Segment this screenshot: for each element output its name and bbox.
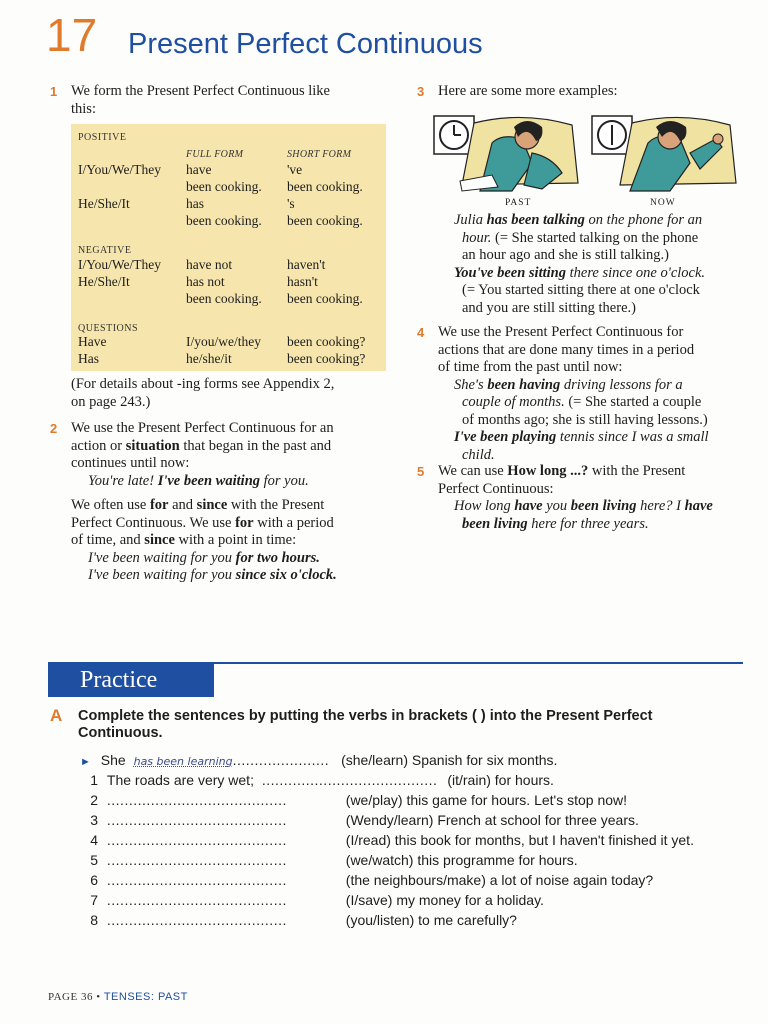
answer-blank[interactable]: .........................................	[106, 912, 287, 928]
past-label: PAST	[505, 198, 532, 208]
text-span: driving lessons for a	[560, 376, 683, 393]
text-span: you	[542, 498, 571, 514]
answer-blank[interactable]: .........................................	[106, 892, 287, 908]
text-span: for you.	[260, 472, 309, 489]
text-span: How long ...?	[507, 463, 589, 479]
text-span: (we/play) this game for hours. Let's stop now!	[345, 792, 628, 808]
question-number: 5	[90, 852, 98, 868]
section-1-intro	[71, 83, 386, 118]
text-span: I've been waiting	[157, 472, 261, 489]
example-line	[438, 265, 758, 283]
table-cell: has not	[186, 274, 225, 289]
table-cell: been cooking.	[287, 179, 363, 194]
question-number: 3	[90, 812, 98, 828]
text-span: You're late!	[88, 472, 158, 489]
text-span: have	[514, 498, 543, 514]
question-number: 1	[90, 772, 98, 788]
example-line	[438, 394, 758, 412]
section-number: 2	[50, 421, 58, 436]
table-cell: been cooking.	[186, 179, 262, 194]
text-span: for	[149, 497, 169, 513]
text-line: (For details about -ing forms see Appendix 2,	[71, 376, 335, 392]
woman-on-phone-icon	[590, 113, 738, 195]
text-span: I've been playing	[454, 429, 557, 445]
section-4	[417, 324, 424, 342]
example-line	[438, 516, 758, 534]
text-span: for	[235, 514, 254, 531]
example-line	[438, 498, 758, 516]
text-span: We can use	[438, 463, 508, 479]
text-span: been living	[570, 498, 637, 514]
answer-dots: ......................	[232, 752, 330, 768]
woman-on-phone-icon	[432, 113, 580, 195]
text-span: been having	[487, 376, 561, 393]
text-span: with a period	[253, 514, 334, 531]
question-item	[80, 910, 694, 930]
text-span: and	[168, 497, 197, 513]
text-line: child.	[462, 446, 495, 463]
text-span: couple of months.	[462, 394, 565, 410]
text-line: We form the Present Perfect Continuous like	[71, 83, 330, 99]
question-item	[80, 790, 694, 810]
text-span: here for three years.	[527, 515, 649, 532]
text-line	[71, 532, 391, 550]
text-span: (I/save) my money for a holiday.	[345, 892, 544, 908]
table-cell: hasn't	[287, 274, 318, 289]
now-label: NOW	[650, 198, 676, 208]
question-number: 2	[90, 792, 98, 808]
question-item	[80, 850, 694, 870]
table-cell: been cooking.	[186, 291, 262, 306]
text-line: this:	[71, 100, 96, 117]
text-span: for two hours.	[235, 549, 320, 566]
example-line	[438, 212, 758, 230]
text-line: of months ago; she is still having lessons.)	[462, 411, 708, 428]
question-number: 4	[90, 832, 98, 848]
table-cell: 's	[287, 196, 295, 211]
table-cell: been cooking?	[287, 334, 366, 349]
table-cell: been cooking.	[287, 291, 363, 306]
text-span: of time, and	[71, 532, 145, 548]
text-span: I've been waiting for you	[88, 567, 236, 583]
text-span: (you/listen) to me carefully?	[345, 912, 517, 928]
example-line	[71, 550, 391, 568]
table-cell: I/You/We/They	[78, 162, 162, 177]
text-span: Julia	[454, 212, 487, 228]
text-span: You've been sitting	[454, 264, 566, 281]
question-item	[80, 870, 694, 890]
section-name: TENSES: PAST	[103, 991, 188, 1003]
text-span: (= She started a couple	[564, 394, 702, 410]
short-form-heading: SHORT FORM	[287, 149, 352, 160]
section-3	[417, 83, 424, 101]
example-line	[438, 230, 758, 248]
text-span: She's	[454, 376, 488, 393]
section-number: 3	[417, 84, 425, 99]
text-line: actions that are done many times in a period	[438, 341, 695, 358]
table-cell: Have	[78, 334, 107, 349]
illustration-past	[432, 113, 580, 195]
unit-number: 17	[46, 9, 98, 61]
answer-blank[interactable]: .........................................	[106, 832, 287, 848]
text-span: hour.	[462, 229, 492, 246]
answer-blank[interactable]: .........................................	[106, 812, 287, 828]
text-span: I've been waiting for you	[88, 549, 236, 566]
text-span: (we/watch) this programme for hours.	[345, 852, 578, 868]
example-line	[438, 429, 758, 447]
text-span: (she/learn) Spanish for six months.	[341, 752, 558, 768]
answer-blank[interactable]: ........................................	[261, 772, 438, 788]
handwritten-answer: has been learning	[133, 755, 233, 768]
table-cell: I/You/We/They	[78, 257, 162, 272]
text-span: The roads are very wet;	[106, 772, 254, 788]
text-span: How long	[454, 498, 515, 514]
text-line	[438, 463, 758, 481]
text-line: (= You started sitting there at one o'clock	[462, 282, 700, 298]
text-line: We use the Present Perfect Continuous for	[438, 324, 684, 340]
page-footer	[48, 991, 188, 1003]
section-2	[50, 420, 57, 438]
text-line	[71, 438, 391, 456]
text-span: since	[196, 497, 228, 513]
example-line	[71, 473, 391, 491]
question-number: 8	[90, 912, 98, 928]
question-number: 6	[90, 872, 98, 888]
question-item	[80, 890, 694, 910]
text-line: on page 243.)	[71, 393, 151, 410]
text-span: has been talking	[486, 212, 585, 228]
text-line	[71, 497, 391, 515]
section-2-body	[71, 420, 391, 585]
text-line: an hour ago and she is still talking.)	[462, 247, 669, 263]
text-line: and you are still sitting there.)	[462, 299, 636, 316]
table-cell: haven't	[287, 257, 326, 272]
table-cell: he/she/it	[186, 351, 232, 366]
section-4-body	[438, 324, 758, 464]
question-item	[80, 830, 694, 850]
text-span: situation	[125, 437, 180, 454]
question-number: 7	[90, 892, 98, 908]
example-line	[71, 567, 391, 585]
text-span: (it/rain) for hours.	[447, 772, 554, 788]
example-item	[80, 750, 557, 772]
text-line: Complete the sentences by putting the verbs in brackets ( ) into the Present Perfect	[78, 708, 653, 724]
arrow-icon: ►	[80, 756, 91, 768]
text-span: She	[100, 752, 126, 768]
section-5-body	[438, 463, 758, 533]
full-form-heading: FULL FORM	[186, 149, 244, 160]
text-span: with a point in time:	[174, 532, 297, 548]
text-span: with the Present	[588, 463, 686, 479]
section-number: 4	[417, 325, 425, 340]
section-number: 5	[417, 464, 425, 479]
text-line: We use the Present Perfect Continuous for an	[71, 420, 334, 436]
page-number: PAGE 36 •	[48, 991, 101, 1003]
text-span: been living	[462, 515, 528, 532]
table-cell: He/She/It	[78, 196, 130, 211]
text-span: action or	[71, 437, 126, 454]
text-span: since	[144, 532, 175, 548]
answer-blank[interactable]: .........................................	[106, 872, 287, 888]
text-span: Perfect Continuous. We use	[71, 514, 236, 531]
table-cell: He/She/It	[78, 274, 130, 289]
text-span: (= She started talking on the phone	[491, 229, 699, 246]
exercise-instructions	[78, 708, 748, 742]
text-line: Perfect Continuous:	[438, 480, 554, 497]
question-list	[80, 790, 694, 930]
appendix-note	[71, 376, 391, 411]
section-3-body	[438, 212, 758, 317]
table-cell: have not	[186, 257, 233, 272]
practice-heading: Practice	[48, 663, 214, 697]
question-item	[80, 810, 694, 830]
section-number: 1	[50, 84, 58, 99]
question-item	[80, 770, 554, 790]
positive-heading: POSITIVE	[78, 132, 127, 143]
text-span: We often use	[71, 497, 150, 513]
text-span: on the phone for an	[584, 212, 703, 228]
text-span: (the neighbours/make) a lot of noise again today?	[345, 872, 654, 888]
section-3-title: Here are some more examples:	[438, 83, 618, 99]
text-span: have	[684, 498, 713, 514]
text-span: here? I	[636, 498, 685, 514]
text-span: tennis since I was a small	[556, 429, 709, 445]
section-5	[417, 463, 424, 481]
table-cell: 've	[287, 162, 303, 177]
text-line: of time from the past until now:	[438, 359, 623, 375]
table-cell: Has	[78, 351, 99, 366]
example-line	[438, 377, 758, 395]
text-line: continues until now:	[71, 455, 190, 471]
table-cell: has	[186, 196, 204, 211]
table-cell: have	[186, 162, 212, 177]
text-span: (I/read) this book for months, but I haven't finished it yet.	[345, 832, 694, 848]
text-span: with the Present	[227, 497, 325, 513]
table-cell: been cooking.	[287, 213, 363, 228]
table-cell: been cooking.	[186, 213, 262, 228]
text-line: Continuous.	[78, 725, 163, 741]
table-cell: been cooking?	[287, 351, 366, 366]
form-table-box	[71, 124, 386, 371]
text-span: there since one o'clock.	[565, 264, 706, 281]
exercise-letter: A	[50, 706, 63, 725]
text-span: (Wendy/learn) French at school for three years.	[345, 812, 639, 828]
text-line	[71, 515, 391, 533]
text-span: that began in the past and	[179, 437, 332, 454]
answer-blank[interactable]: .........................................	[106, 852, 287, 868]
section-1	[50, 83, 57, 102]
answer-blank[interactable]: .........................................	[106, 792, 287, 808]
questions-heading: QUESTIONS	[78, 323, 139, 334]
negative-heading: NEGATIVE	[78, 245, 132, 256]
text-span: since six o'clock.	[235, 567, 337, 583]
illustration-now	[590, 113, 738, 195]
unit-title: Present Perfect Continuous	[128, 28, 483, 60]
table-cell: I/you/we/they	[186, 334, 261, 349]
